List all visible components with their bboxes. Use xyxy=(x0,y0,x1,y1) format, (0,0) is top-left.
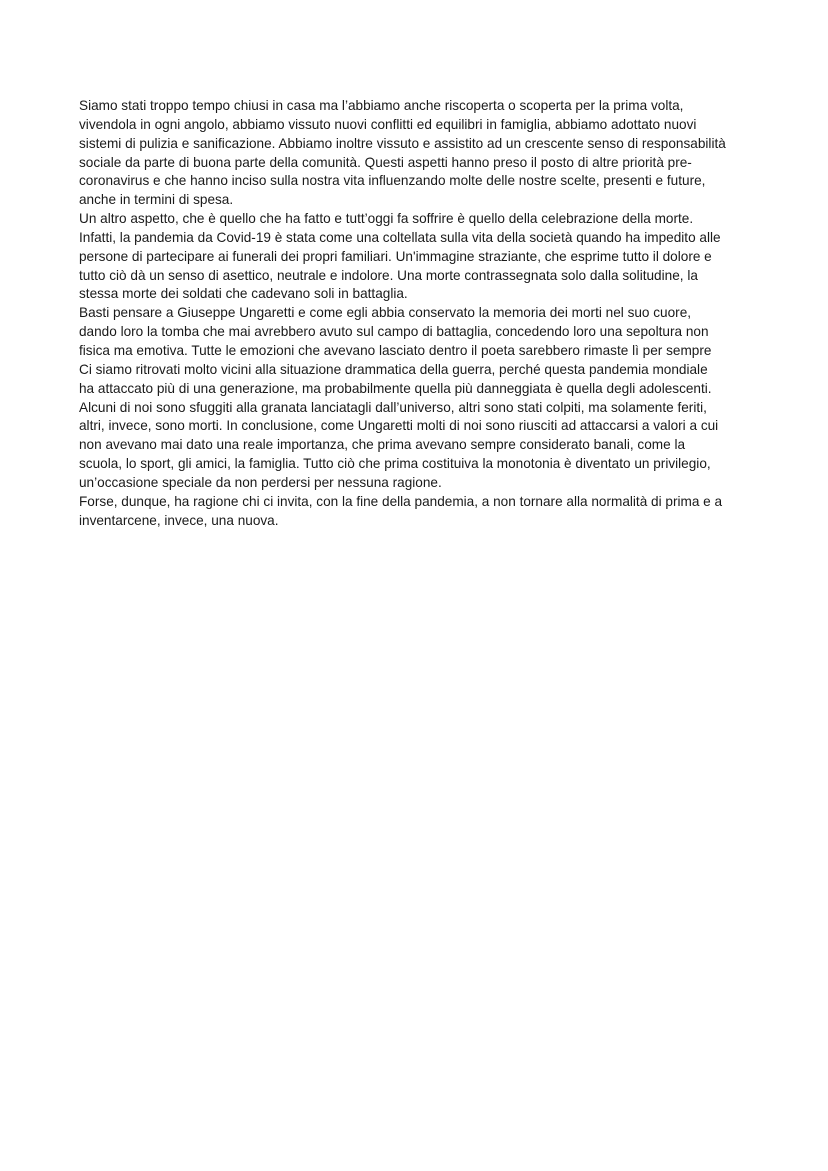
text-line: Un altro aspetto, che è quello che ha fatto e tutt’oggi fa soffrire è quello della celebrazione della morte. xyxy=(79,211,694,227)
text-line: sistemi di pulizia e sanificazione. Abbiamo inoltre vissuto e assistito ad un crescente senso di responsabilità xyxy=(79,135,726,151)
text-line: persone di partecipare ai funerali dei propri familiari. Un'immagine straziante, che esprime tutto il dolore e xyxy=(79,248,712,264)
text-line: ha attaccato più di una generazione, ma probabilmente quella più danneggiata è quella degli adolescenti. xyxy=(79,380,712,396)
text-line: Infatti, la pandemia da Covid-19 è stata come una coltellata sulla vita della società quando ha impedito alle xyxy=(79,229,721,245)
body-text xyxy=(79,97,759,530)
text-line: inventarcene, invece, una nuova. xyxy=(79,512,279,528)
text-line: Basti pensare a Giuseppe Ungaretti e come egli abbia conservato la memoria dei morti nel suo cuore, xyxy=(79,305,692,321)
text-line: stessa morte dei soldati che cadevano soli in battaglia. xyxy=(79,286,408,302)
text-line: Siamo stati troppo tempo chiusi in casa ma l’abbiamo anche riscoperta o scoperta per la prima volta, xyxy=(79,98,684,113)
text-line: dando loro la tomba che mai avrebbero avuto sul campo di battaglia, concedendo loro una sepoltura non xyxy=(79,324,709,340)
text-line: Forse, dunque, ha ragione chi ci invita, con la fine della pandemia, a non tornare alla normalità di prima e a xyxy=(79,493,723,509)
text-line: tutto ciò dà un senso di asettico, neutrale e indolore. Una morte contrassegnata solo dalla solitudine, la xyxy=(79,267,698,283)
text-line: anche in termini di spesa. xyxy=(79,192,234,208)
text-line: Ci siamo ritrovati molto vicini alla situazione drammatica della guerra, perché questa pandemia mondiale xyxy=(79,361,708,377)
text-line: coronavirus e che hanno inciso sulla nostra vita influenzando molte delle nostre scelte, presenti e future, xyxy=(79,173,706,189)
text-line: sociale da parte di buona parte della comunità. Questi aspetti hanno preso il posto di altre priorità pre- xyxy=(79,154,692,170)
text-line: fisica ma emotiva. Tutte le emozioni che avevano lasciato dentro il poeta sarebbero rimaste lì per sempre xyxy=(79,342,712,358)
text-line: un’occasione speciale da non perdersi per nessuna ragione. xyxy=(79,474,442,490)
text-line: non avevano mai dato una reale importanza, che prima avevano sempre considerato banali, come la xyxy=(79,437,686,453)
text-line: altri, invece, sono morti. In conclusione, come Ungaretti molti di noi sono riusciti ad attaccarsi a valori a cui xyxy=(79,418,719,434)
text-line: vivendola in ogni angolo, abbiamo vissuto nuovi conflitti ed equilibri in famiglia, abbiamo adottato nuovi xyxy=(79,116,697,132)
text-line: scuola, lo sport, gli amici, la famiglia. Tutto ciò che prima costituiva la monotonia è diventato un privilegio, xyxy=(79,456,711,472)
text-line: Alcuni di noi sono sfuggiti alla granata lanciatagli dall’universo, altri sono stati colpiti, ma solamente feriti, xyxy=(79,399,707,415)
